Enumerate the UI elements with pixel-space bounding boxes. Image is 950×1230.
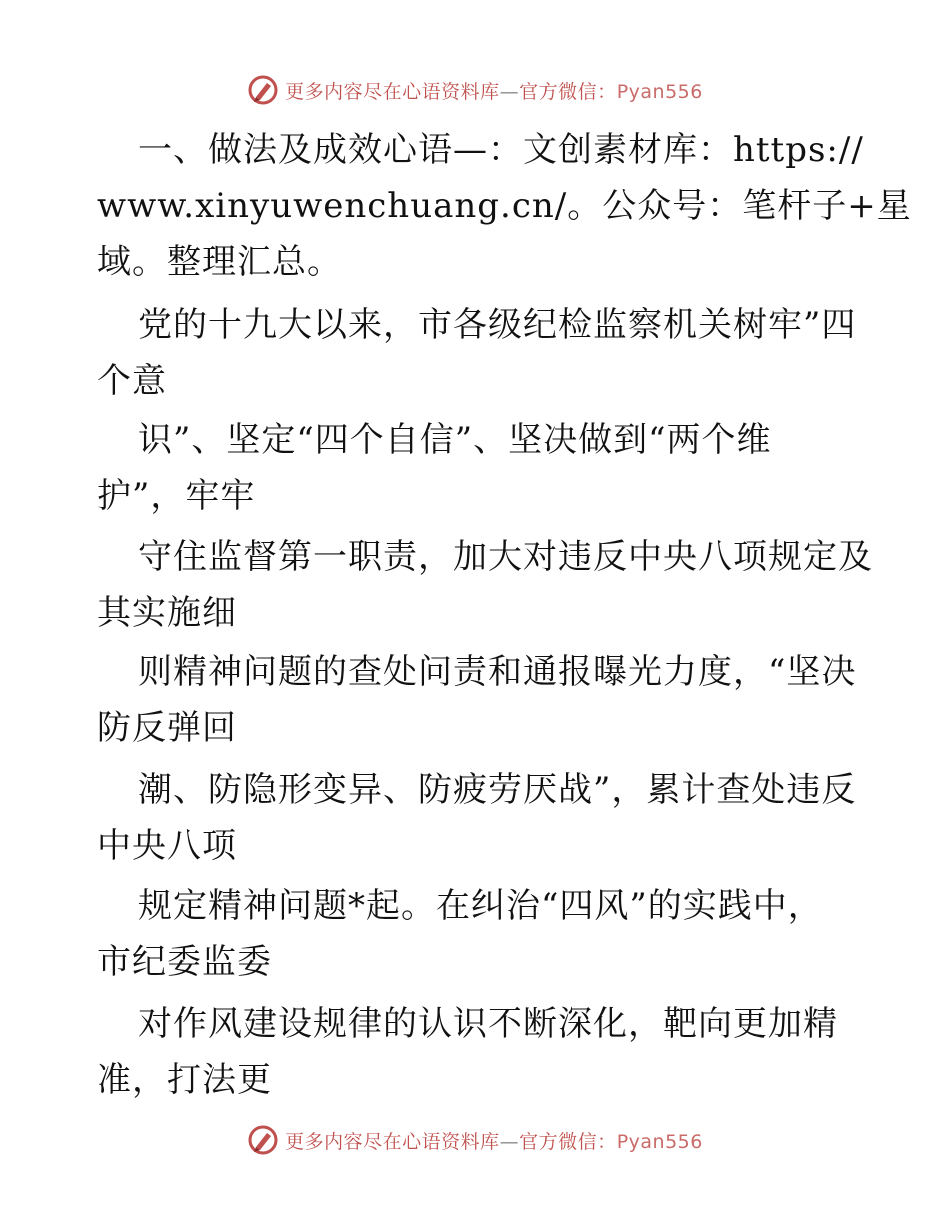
watermark-title: 更多内容尽在心语资料库 [285,1130,500,1153]
body-line: 对作风建设规律的认识不断深化，靶向更加精 [138,1004,838,1044]
body-line: 防反弹回 [97,708,237,748]
watermark-account: Pyan556 [616,80,703,103]
body-line: 护”，牢牢 [97,476,256,516]
watermark-title: 更多内容尽在心语资料库 [285,80,500,103]
body-line: www.xinyuwenchuang.cn/。公众号：笔杆子+星 [97,186,912,226]
body-line: 守住监督第一职责，加大对违反中央八项规定及 [138,537,873,577]
watermark-account: Pyan556 [616,1130,703,1153]
watermark-label: 官方微信： [519,80,617,103]
body-line: 其实施细 [97,593,237,633]
watermark-separator: — [499,1130,520,1153]
header-watermark [0,70,950,110]
watermark-separator: — [499,80,520,103]
footer-watermark [0,1120,950,1160]
body-line: 规定精神问题*起。在纠治“四风”的实践中， [138,886,823,926]
body-line: 党的十九大以来，市各级纪检监察机关树牢”四 [138,305,857,345]
pen-circle-logo-icon [247,74,279,106]
watermark-text [285,77,703,104]
body-line: 域。整理汇总。 [97,242,342,282]
body-line: 则精神问题的查处问责和通报曝光力度，“坚决 [138,652,857,692]
body-line: 中央八项 [97,826,237,866]
watermark-text [285,1127,703,1154]
watermark-label: 官方微信： [519,1130,617,1153]
body-line: 识”、坚定“四个自信”、坚决做到“两个维 [138,420,772,460]
body-line: 准，打法更 [97,1060,272,1100]
body-line: 市纪委监委 [97,942,272,982]
body-line: 个意 [97,361,167,401]
pen-circle-logo-icon [247,1124,279,1156]
body-line: 潮、防隐形变异、防疲劳厌战”，累计查处违反 [138,770,857,810]
body-line: 一、做法及成效心语—：文创素材库：https:// [138,130,864,170]
